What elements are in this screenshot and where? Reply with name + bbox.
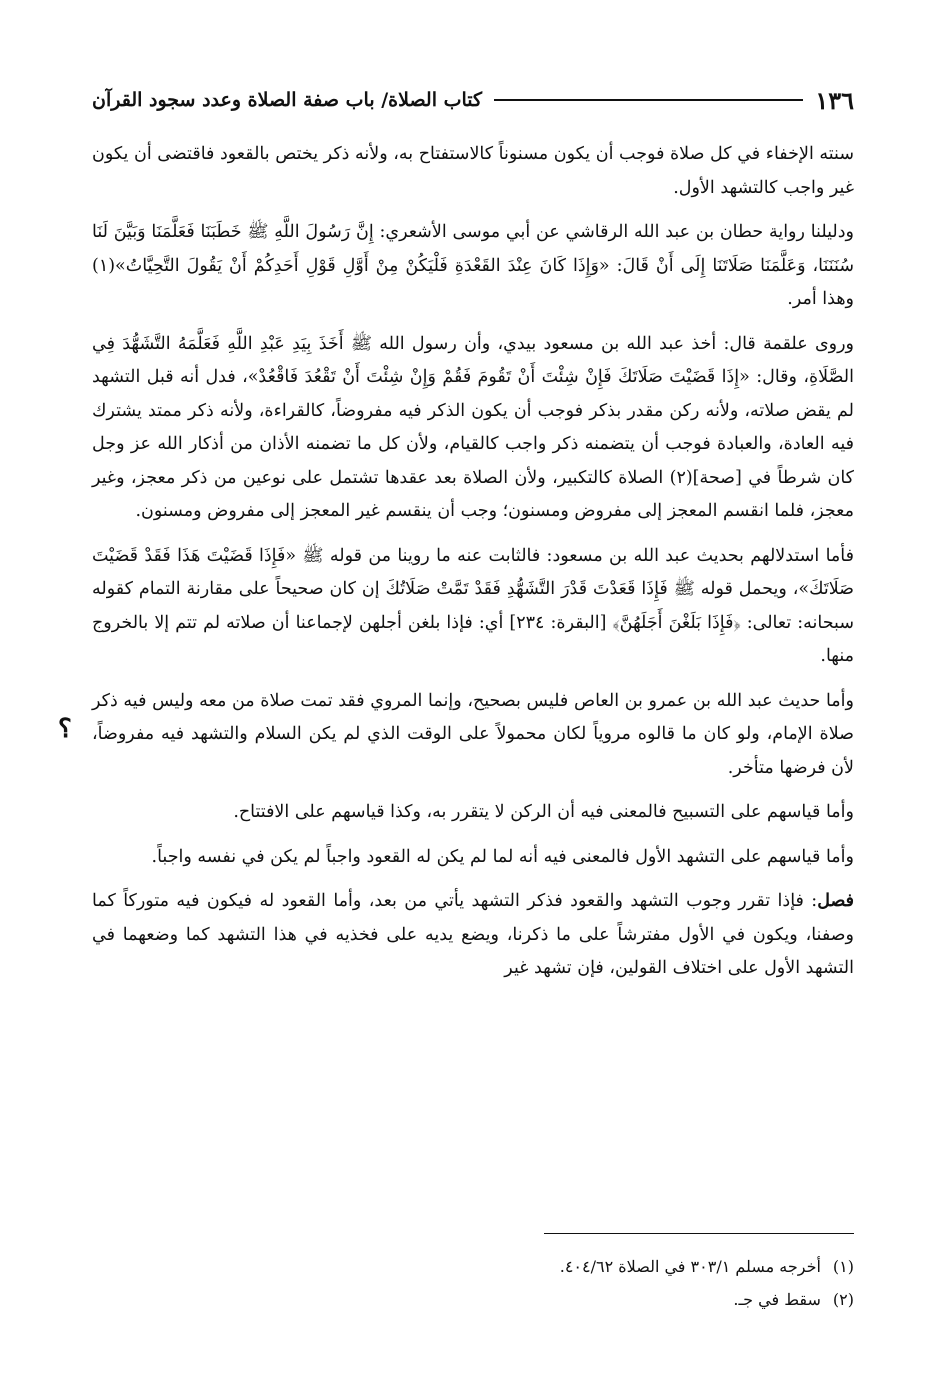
- running-title: كتاب الصلاة/ باب صفة الصلاة وعدد سجود القرآن: [92, 89, 483, 111]
- section-paragraph: [92, 885, 854, 986]
- header-rule: [494, 99, 803, 101]
- footnote-rule: [544, 1233, 854, 1234]
- paragraph: وأما قياسهم على التسبيح فالمعنى فيه أن الركن لا يتقرر به، وكذا قياسهم على الافتتاح.: [233, 802, 854, 822]
- footnote-text: أخرجه مسلم ٣٠٣/١ في الصلاة ٤٠٤/٦٢.: [559, 1257, 821, 1276]
- footnote-text: سقط في جـ.: [733, 1290, 821, 1309]
- page-number: ١٣٦: [815, 85, 854, 115]
- paragraph: فأما استدلالهم بحديث عبد الله بن مسعود: فالثابت عنه ما روينا من قوله ﷺ «فَإِذَا قَضَيْتَ هَذَا فَقَدْ قَضَيْتَ صَلَاتَكَ»، ويحمل قوله ﷺ فَإِذَا قَعَدْتَ قَدْرَ التَّشَهُّدِ فَقَدْ تَمَّتْ صَلَاتُكَ إن كان صحيحاً على مقارنة التمام كقوله سبحانه: تعالى: ﴿فَإِذَا بَلَغْنَ أَجَلَهُنَّ﴾ [البقرة: ٢٣٤] أي: فإذا بلغن أجلهن لإجماعنا أن صلاته لم تتم إلا بالخروج منها.: [92, 545, 855, 666]
- paragraph: ودليلنا رواية حطان بن عبد الله الرقاشي عن أبي موسى الأشعري: إِنَّ رَسُولَ اللَّهِ ﷺ خَطَبَنَا فَعَلَّمَنَا وَبَيَّنَ لَنَا سُنَنَنَا، وَعَلَّمَنَا صَلَاتَنَا إِلَى أَنْ قَالَ: «وَإِذَا كَانَ عِنْدَ القَعْدَةِ فَلْيَكُنْ مِنْ أَوَّلِ قَوْلِ أَحَدِكُمْ أَنْ يَقُولَ التَّحِيَّاتُ»(١) وهذا أمر.: [92, 222, 854, 309]
- footnote-number: (١): [832, 1257, 854, 1276]
- footnote: [92, 1283, 854, 1316]
- main-text: [92, 138, 854, 997]
- footnote: [92, 1250, 854, 1283]
- paragraph: وأما حديث عبد الله بن عمرو بن العاص فليس بصحيح، وإنما المروي فقد تمت صلاة من معه وليس فيه ذكر صلاة الإمام، ولو كان ما قالوه مروياً لكان محمولاً على الوقت الذي لم يكن السلام والتشهد فيه مفروضاً، لأن فرضها متأخر.: [92, 690, 854, 778]
- footnote-number: (٢): [832, 1290, 854, 1309]
- section-text: : فإذا تقرر وجوب التشهد والقعود فذكر التشهد يأتي من بعد، وأما القعود له فيكون فيه متوركاً كما وصفنا، ويكون في الأول مفترشاً على ما ذكرنا، ويضع يديه على فخذيه في هذا التشهد كما وضعهما في التشهد الأول على اختلاف القولين، فإن تشهد غير: [92, 891, 854, 978]
- paragraph: وأما قياسهم على التشهد الأول فالمعنى فيه أنه لما لم يكن له القعود واجباً لم يكن في نفسه واجباً.: [151, 846, 854, 867]
- margin-annotation: ؟: [58, 714, 72, 744]
- paragraph: سنته الإخفاء في كل صلاة فوجب أن يكون مسنوناً كالاستفتاح به، ولأنه ذكر يختص بالقعود فاقتضى أن يكون غير واجب كالتشهد الأول.: [92, 144, 854, 198]
- section-lead: فصل: [817, 891, 854, 911]
- paragraph: وروى علقمة قال: أخذ عبد الله بن مسعود بيدي، وأن رسول الله ﷺ أَخَذَ بِيَدِ عَبْدِ اللَّهِ فَعَلَّمَهُ التَّشَهُّدَ فِي الصَّلَاةِ، وقال: «إِذَا قَضَيْتَ صَلَاتَكَ فَإِنْ شِئْتَ أَنْ تَقُومَ فَقُمْ وَإِنْ شِئْتَ أَنْ تَقْعُدَ فَاقْعُدْ»، فدل أنه قبل التشهد لم يقض صلاته، ولأنه ركن مقدر بذكر فوجب أن يكون الذكر فيه مفروضاً، كالقراءة، ولأنه ذكر ممتد يشترك فيه العادة، والعبادة فوجب أن يتضمنه ذكر واجب كالقيام، ولأن كل ما تضمنه الأذان من أذكار الله عز وجل كان شرطاً في [صحة](٢) الصلاة كالتكبير، ولأن الصلاة بعد عقدها تشتمل على نوعين من ذكر معجز، وغير معجز، فلما انقسم المعجز إلى مفروض ومسنون؛ وجب أن ينقسم غير المعجز إلى مفروض ومسنون.: [92, 333, 854, 521]
- running-header: [92, 80, 854, 120]
- footnotes: [92, 1250, 854, 1316]
